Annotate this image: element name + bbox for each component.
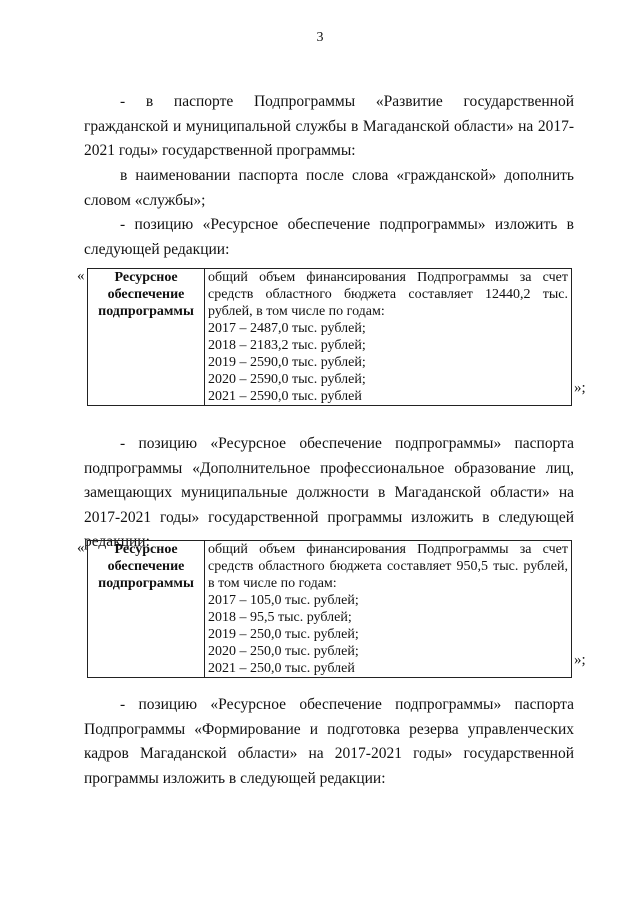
resource-content-1 — [205, 269, 572, 406]
page-number: 3 — [316, 30, 324, 45]
year-row: 2020 – 250,0 тыс. рублей; — [208, 644, 359, 659]
paragraph-passport-civil-service: - в паспорте Подпрограммы «Развитие государственной гражданской и муниципальной службы в Магаданской области» на 2017-2021 годы» государственной программы: — [84, 93, 574, 159]
close-quote-1: »; — [574, 380, 586, 396]
financing-intro: общий объем финансирования Подпрограммы за счет средств областного бюджета составляет 950,5 тыс. рублей, в том числе по годам: — [208, 542, 568, 591]
year-row: 2020 – 2590,0 тыс. рублей; — [208, 372, 366, 387]
resource-label-1 — [88, 269, 205, 406]
financing-intro: общий объем финансирования Подпрограммы за счет средств областного бюджета составляет 12440,2 тыс. рублей, в том числе по годам: — [208, 270, 568, 319]
year-row: 2018 – 2183,2 тыс. рублей; — [208, 338, 366, 353]
paragraph-resource-position-3: - позицию «Ресурсное обеспечение подпрограммы» паспорта Подпрограммы «Формирование и подготовка резерва управленческих кадров Магаданской области» на 2017-2021 годы» государственной программы изложить в следующей редакции: — [84, 696, 574, 787]
year-row: 2019 – 2590,0 тыс. рублей; — [208, 355, 366, 370]
paragraph-resource-position-2: - позицию «Ресурсное обеспечение подпрограммы» паспорта подпрограммы «Дополнительное профессиональное образование лиц, замещающих муниципальные должности в Магаданской области» на 2017-2021 годы» государственной программы изложить в следующей редакции: — [84, 435, 574, 550]
resource-table-1 — [87, 268, 572, 406]
resource-table-2 — [87, 540, 572, 678]
open-quote-2: « — [77, 540, 85, 556]
label-line: обеспечение — [107, 287, 185, 302]
year-row: 2017 – 105,0 тыс. рублей; — [208, 593, 359, 608]
resource-content-2 — [205, 541, 572, 678]
label-line: подпрограммы — [98, 576, 194, 591]
open-quote-1: « — [77, 268, 85, 284]
year-row: 2021 – 2590,0 тыс. рублей — [208, 389, 362, 404]
label-line: Ресурсное — [114, 270, 178, 285]
year-row: 2018 – 95,5 тыс. рублей; — [208, 610, 352, 625]
label-line: Ресурсное — [114, 542, 178, 557]
year-row: 2019 – 250,0 тыс. рублей; — [208, 627, 359, 642]
year-row: 2021 – 250,0 тыс. рублей — [208, 661, 355, 676]
paragraph-resource-position-1: - позицию «Ресурсное обеспечение подпрограммы» изложить в следующей редакции: — [84, 216, 574, 258]
year-row: 2017 – 2487,0 тыс. рублей; — [208, 321, 366, 336]
resource-label-2 — [88, 541, 205, 678]
paragraph-add-word: в наименовании паспорта после слова «гражданской» дополнить словом «службы»; — [84, 167, 574, 209]
label-line: подпрограммы — [98, 304, 194, 319]
close-quote-2: »; — [574, 652, 586, 668]
label-line: обеспечение — [107, 559, 185, 574]
